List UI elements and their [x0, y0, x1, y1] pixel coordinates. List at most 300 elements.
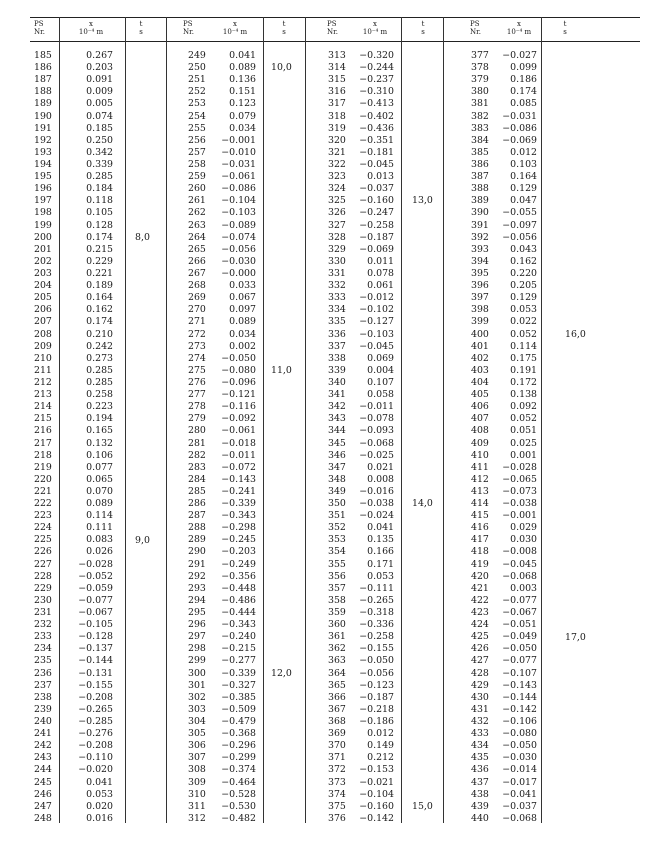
table-row [471, 583, 591, 595]
x-value: −0.208 [78, 691, 113, 703]
table-row [328, 680, 440, 692]
table-row [328, 619, 440, 631]
x-value: 0.065 [86, 473, 113, 485]
x-value: 0.033 [229, 280, 256, 292]
ps-number: 293 [188, 582, 206, 594]
ps-number: 286 [188, 498, 206, 510]
table-row [328, 401, 440, 413]
table-row [328, 777, 440, 789]
table-row [471, 86, 591, 98]
x-value: 0.186 [510, 74, 537, 86]
ps-number: 384 [471, 134, 489, 146]
x-value: 0.099 [510, 62, 537, 74]
x-value: −0.402 [359, 110, 394, 122]
x-value: −0.038 [502, 498, 537, 510]
x-value: 0.165 [86, 425, 113, 437]
ps-number: 236 [34, 667, 52, 679]
x-value: −0.116 [221, 401, 256, 413]
table-row [471, 365, 591, 377]
table-row [471, 195, 591, 207]
x-value: −0.285 [78, 716, 113, 728]
ps-number: 331 [328, 267, 346, 279]
table-row [471, 413, 591, 425]
table-row [328, 232, 440, 244]
table-row [471, 450, 591, 462]
x-value: −0.050 [502, 740, 537, 752]
ps-number: 245 [34, 776, 52, 788]
table-row [188, 486, 298, 498]
ps-number: 265 [188, 243, 206, 255]
x-value: −0.001 [502, 510, 537, 522]
ps-number: 438 [471, 788, 489, 800]
ps-number: 440 [471, 812, 489, 824]
table-row [34, 377, 154, 389]
table-row [328, 450, 440, 462]
x-value: −0.103 [221, 207, 256, 219]
ps-number: 219 [34, 461, 52, 473]
table-row [34, 50, 154, 62]
ps-number: 325 [328, 195, 346, 207]
table-row [34, 450, 154, 462]
table-row [471, 123, 591, 135]
ps-number: 261 [188, 195, 206, 207]
ps-number: 386 [471, 158, 489, 170]
x-value: −0.509 [221, 703, 256, 715]
x-value: −0.296 [221, 740, 256, 752]
x-value: −0.069 [502, 134, 537, 146]
x-value: −0.008 [502, 546, 537, 558]
table-row [471, 377, 591, 389]
x-value: −0.077 [502, 594, 537, 606]
x-value: 0.215 [86, 243, 113, 255]
table-row [34, 546, 154, 558]
table-row [34, 86, 154, 98]
ps-number: 311 [188, 800, 206, 812]
table-row [471, 668, 591, 680]
ps-number: 227 [34, 558, 52, 570]
ps-number: 283 [188, 461, 206, 473]
x-value: −0.187 [359, 691, 394, 703]
table-row [34, 341, 154, 353]
ps-number: 214 [34, 401, 52, 413]
table-row [471, 171, 591, 183]
ps-number: 368 [328, 716, 346, 728]
ps-number: 403 [471, 364, 489, 376]
ps-number: 301 [188, 679, 206, 691]
ps-number: 312 [188, 812, 206, 824]
x-value: −0.208 [78, 740, 113, 752]
x-value: 0.135 [367, 534, 394, 546]
ps-number: 352 [328, 522, 346, 534]
ps-number: 189 [34, 98, 52, 110]
x-value: −0.031 [221, 158, 256, 170]
ps-number: 203 [34, 267, 52, 279]
table-row [34, 244, 154, 256]
x-value: 0.021 [367, 461, 394, 473]
x-value: −0.068 [502, 570, 537, 582]
x-value: −0.104 [359, 788, 394, 800]
ps-number: 223 [34, 510, 52, 522]
x-value: 0.069 [367, 352, 394, 364]
table-row [188, 413, 298, 425]
table-row [188, 341, 298, 353]
x-value: 0.285 [86, 376, 113, 388]
table-row [34, 462, 154, 474]
table-row [188, 607, 298, 619]
x-value: −0.000 [221, 267, 256, 279]
ps-number: 421 [471, 582, 489, 594]
ps-number: 190 [34, 110, 52, 122]
ps-number: 407 [471, 413, 489, 425]
x-value: −0.110 [78, 752, 113, 764]
x-value: 0.129 [510, 292, 537, 304]
table-row [471, 74, 591, 86]
ps-number: 358 [328, 594, 346, 606]
x-value: 0.052 [510, 413, 537, 425]
x-value: −0.142 [359, 812, 394, 824]
table-row [34, 801, 154, 813]
x-value: −0.479 [221, 716, 256, 728]
x-value: 0.184 [86, 183, 113, 195]
ps-number: 346 [328, 449, 346, 461]
table-row [471, 716, 591, 728]
x-value: −0.160 [359, 195, 394, 207]
ps-number: 262 [188, 207, 206, 219]
x-value: −0.356 [221, 570, 256, 582]
table-row [328, 171, 440, 183]
table-row [188, 595, 298, 607]
ps-number: 274 [188, 352, 206, 364]
ps-number: 323 [328, 171, 346, 183]
table-row [34, 643, 154, 655]
x-value: 0.111 [86, 522, 113, 534]
ps-number: 390 [471, 207, 489, 219]
ps-number: 423 [471, 607, 489, 619]
x-value: −0.131 [78, 667, 113, 679]
ps-number: 247 [34, 800, 52, 812]
x-value: 0.089 [229, 316, 256, 328]
table-row [188, 631, 298, 643]
table-row [328, 74, 440, 86]
x-value: −0.045 [502, 558, 537, 570]
table-row [34, 728, 154, 740]
ps-number: 357 [328, 582, 346, 594]
table-row [471, 752, 591, 764]
table-row [328, 438, 440, 450]
ps-number: 250 [188, 62, 206, 74]
time-marker: 10,0 [271, 62, 292, 74]
header-t: t s [139, 20, 143, 36]
table-row [188, 510, 298, 522]
table-row [188, 244, 298, 256]
ps-number: 431 [471, 703, 489, 715]
x-value: 0.258 [86, 389, 113, 401]
ps-number: 406 [471, 401, 489, 413]
x-value: 0.030 [510, 534, 537, 546]
ps-number: 251 [188, 74, 206, 86]
ps-number: 217 [34, 437, 52, 449]
ps-number: 221 [34, 485, 52, 497]
x-value: 0.052 [510, 328, 537, 340]
ps-number: 433 [471, 728, 489, 740]
table-row [188, 777, 298, 789]
x-value: −0.068 [359, 437, 394, 449]
x-value: −0.258 [359, 631, 394, 643]
ps-number: 385 [471, 146, 489, 158]
x-value: −0.027 [502, 50, 537, 61]
ps-number: 230 [34, 594, 52, 606]
ps-number: 395 [471, 267, 489, 279]
table-row [328, 244, 440, 256]
ps-number: 404 [471, 376, 489, 388]
x-value: −0.244 [359, 62, 394, 74]
ps-number: 260 [188, 183, 206, 195]
x-value: 0.149 [367, 740, 394, 752]
x-value: −0.056 [221, 243, 256, 255]
ps-number: 243 [34, 752, 52, 764]
header-x: x 10⁻⁴ m [506, 20, 532, 36]
ps-number: 255 [188, 122, 206, 134]
data-column-2 [188, 50, 298, 825]
ps-number: 276 [188, 376, 206, 388]
header-x: x 10⁻⁴ m [222, 20, 248, 36]
x-value: −0.045 [359, 158, 394, 170]
x-value: −0.343 [221, 510, 256, 522]
ps-number: 231 [34, 607, 52, 619]
x-value: −0.530 [221, 800, 256, 812]
table-row [471, 462, 591, 474]
ps-number: 188 [34, 86, 52, 98]
table-row [328, 546, 440, 558]
ps-number: 415 [471, 510, 489, 522]
x-value: −0.142 [502, 703, 537, 715]
table-row [328, 510, 440, 522]
x-value: −0.097 [502, 219, 537, 231]
x-value: −0.080 [502, 728, 537, 740]
x-value: 0.009 [86, 86, 113, 98]
x-value: 0.136 [229, 74, 256, 86]
table-row [34, 135, 154, 147]
table-row [34, 777, 154, 789]
time-marker: 13,0 [412, 195, 433, 207]
x-value: 0.185 [86, 122, 113, 134]
table-row [34, 595, 154, 607]
x-value: 0.034 [229, 328, 256, 340]
ps-number: 213 [34, 389, 52, 401]
table-row [328, 486, 440, 498]
table-row [328, 607, 440, 619]
table-row [34, 692, 154, 704]
table-row [34, 413, 154, 425]
table-row [328, 123, 440, 135]
ps-number: 241 [34, 728, 52, 740]
x-value: −0.327 [221, 679, 256, 691]
table-row [188, 655, 298, 667]
table-row [188, 377, 298, 389]
table-row [188, 583, 298, 595]
x-value: −0.065 [502, 473, 537, 485]
ps-number: 382 [471, 110, 489, 122]
ps-number: 207 [34, 316, 52, 328]
x-value: −0.037 [502, 800, 537, 812]
x-value: −0.016 [359, 485, 394, 497]
x-value: −0.103 [359, 328, 394, 340]
ps-number: 291 [188, 558, 206, 570]
x-value: 0.053 [510, 304, 537, 316]
x-value: −0.249 [221, 558, 256, 570]
x-value: −0.093 [359, 425, 394, 437]
time-marker: 16,0 [565, 328, 586, 340]
table-row [471, 498, 591, 510]
x-value: 0.339 [86, 158, 113, 170]
ps-number: 204 [34, 280, 52, 292]
table-row [328, 304, 440, 316]
table-row [328, 292, 440, 304]
x-value: −0.010 [221, 146, 256, 158]
x-value: 0.129 [510, 183, 537, 195]
table-row [471, 740, 591, 752]
x-value: −0.240 [221, 631, 256, 643]
x-value: −0.067 [78, 607, 113, 619]
ps-number: 288 [188, 522, 206, 534]
table-row [34, 74, 154, 86]
x-value: 0.097 [229, 304, 256, 316]
ps-number: 282 [188, 449, 206, 461]
table-row [188, 353, 298, 365]
table-row [34, 329, 154, 341]
ps-number: 263 [188, 219, 206, 231]
x-value: −0.017 [502, 776, 537, 788]
x-value: −0.050 [221, 352, 256, 364]
x-value: −0.320 [359, 50, 394, 61]
x-value: 0.162 [510, 255, 537, 267]
x-value: 0.132 [86, 437, 113, 449]
ps-number: 330 [328, 255, 346, 267]
x-value: 0.114 [86, 510, 113, 522]
ps-number: 316 [328, 86, 346, 98]
table-row [471, 256, 591, 268]
table-row [328, 50, 440, 62]
x-value: 0.194 [86, 413, 113, 425]
ps-number: 334 [328, 304, 346, 316]
table-row [34, 171, 154, 183]
ps-number: 430 [471, 691, 489, 703]
table-row [471, 292, 591, 304]
table-row [188, 74, 298, 86]
table-row [188, 498, 298, 510]
x-value: −0.155 [78, 679, 113, 691]
ps-number: 259 [188, 171, 206, 183]
table-row [188, 704, 298, 716]
table-row [471, 728, 591, 740]
ps-number: 192 [34, 134, 52, 146]
header-t: t s [421, 20, 425, 36]
table-row [34, 62, 154, 74]
x-value: −0.241 [221, 485, 256, 497]
ps-number: 416 [471, 522, 489, 534]
table-row [188, 559, 298, 571]
x-value: 0.220 [510, 267, 537, 279]
x-value: −0.031 [502, 110, 537, 122]
x-value: 0.074 [86, 110, 113, 122]
table-row [34, 292, 154, 304]
x-value: −0.528 [221, 788, 256, 800]
ps-number: 279 [188, 413, 206, 425]
table-row [328, 147, 440, 159]
table-row [34, 268, 154, 280]
ps-number: 235 [34, 655, 52, 667]
ps-number: 264 [188, 231, 206, 243]
x-value: 0.016 [86, 812, 113, 824]
table-row [471, 280, 591, 292]
x-value: −0.276 [78, 728, 113, 740]
x-value: −0.298 [221, 522, 256, 534]
ps-number: 356 [328, 570, 346, 582]
ps-number: 186 [34, 62, 52, 74]
ps-number: 428 [471, 667, 489, 679]
ps-number: 347 [328, 461, 346, 473]
x-value: −0.037 [359, 183, 394, 195]
ps-number: 294 [188, 594, 206, 606]
table-row [34, 147, 154, 159]
table-row [471, 486, 591, 498]
x-value: 0.034 [229, 122, 256, 134]
x-value: −0.050 [502, 643, 537, 655]
ps-number: 205 [34, 292, 52, 304]
x-value: 0.128 [86, 219, 113, 231]
x-value: −0.351 [359, 134, 394, 146]
ps-number: 388 [471, 183, 489, 195]
x-value: 0.162 [86, 304, 113, 316]
ps-number: 297 [188, 631, 206, 643]
x-value: −0.413 [359, 98, 394, 110]
x-value: 0.011 [367, 255, 394, 267]
header-ps: PS Nr. [470, 20, 481, 36]
table-row [34, 220, 154, 232]
top-rule [30, 17, 640, 18]
ps-number: 281 [188, 437, 206, 449]
x-value: −0.011 [221, 449, 256, 461]
x-value: −0.041 [502, 788, 537, 800]
header-ps: PS Nr. [327, 20, 338, 36]
x-value: 0.191 [510, 364, 537, 376]
x-value: 0.041 [86, 776, 113, 788]
x-value: −0.077 [502, 655, 537, 667]
x-value: −0.444 [221, 607, 256, 619]
table-row [471, 62, 591, 74]
table-row [471, 789, 591, 801]
ps-number: 326 [328, 207, 346, 219]
x-value: −0.318 [359, 607, 394, 619]
ps-number: 314 [328, 62, 346, 74]
ps-number: 328 [328, 231, 346, 243]
x-value: 0.089 [86, 498, 113, 510]
table-row [34, 619, 154, 631]
table-row [188, 740, 298, 752]
ps-number: 345 [328, 437, 346, 449]
ps-number: 361 [328, 631, 346, 643]
x-value: −0.336 [359, 619, 394, 631]
table-row [34, 316, 154, 328]
ps-number: 335 [328, 316, 346, 328]
ps-number: 240 [34, 716, 52, 728]
table-row [471, 607, 591, 619]
x-value: −0.265 [78, 703, 113, 715]
table-row [328, 559, 440, 571]
table-row [328, 389, 440, 401]
ps-number: 246 [34, 788, 52, 800]
x-value: 0.174 [86, 316, 113, 328]
